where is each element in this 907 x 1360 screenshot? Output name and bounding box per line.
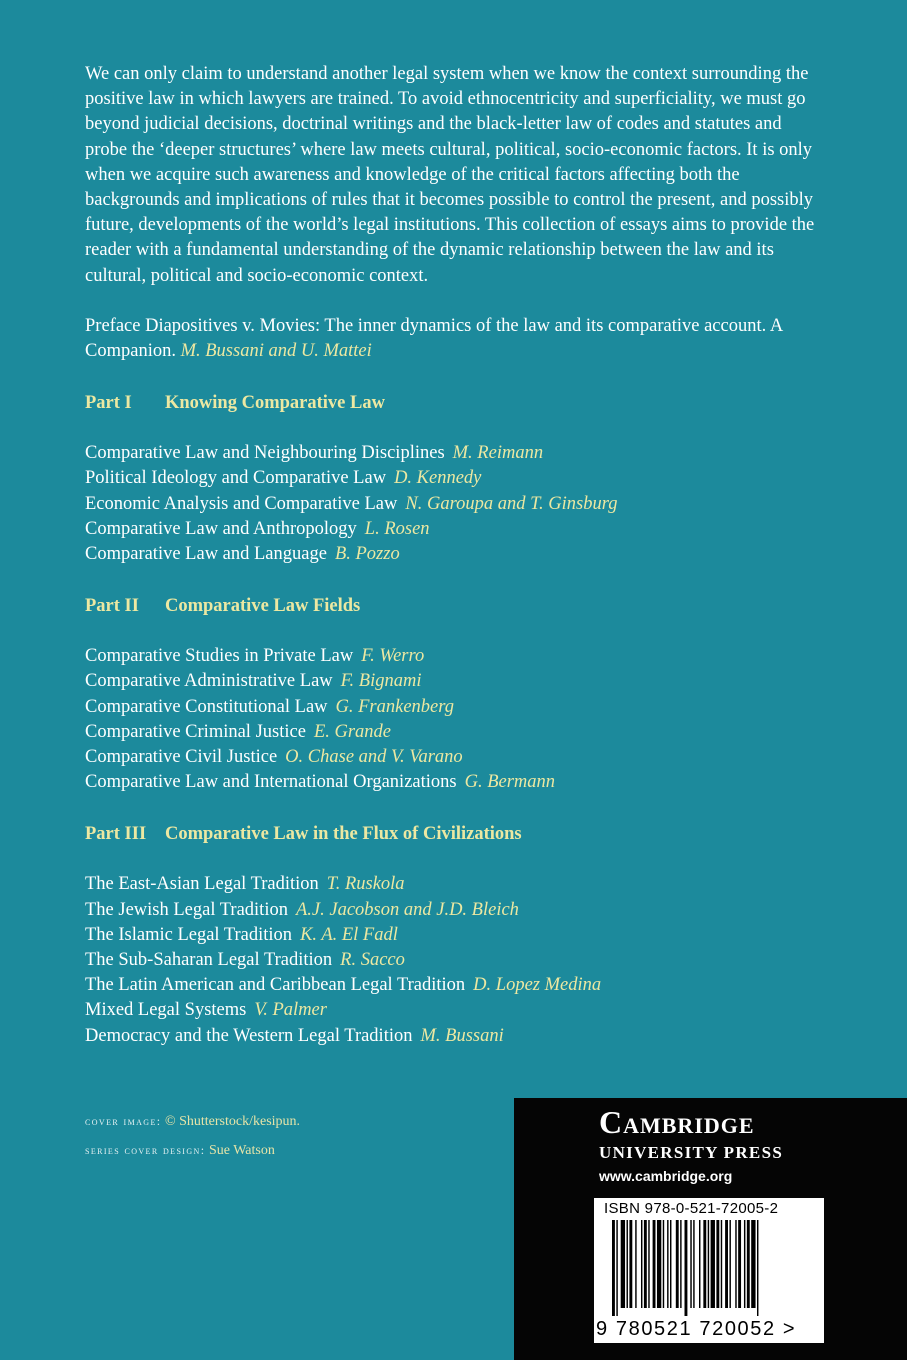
essay-title: Comparative Criminal Justice <box>85 721 306 742</box>
barcode-bar <box>670 1220 671 1308</box>
essay-title: The East-Asian Legal Tradition <box>85 874 319 895</box>
essay-entry <box>85 973 825 998</box>
essay-entry <box>85 998 825 1023</box>
barcode-bar <box>612 1220 615 1316</box>
essay-author: A.J. Jacobson and J.D. Bleich <box>295 899 519 920</box>
barcode-bar <box>747 1220 750 1308</box>
table-of-contents <box>85 391 825 1049</box>
barcode-digits: 9 780521 720052 > <box>596 1318 797 1340</box>
publisher-name: Cambridge <box>599 1104 755 1140</box>
essay-title: Political Ideology and Comparative Law <box>85 468 387 489</box>
essay-author: B. Pozzo <box>334 544 400 565</box>
essay-title: The Islamic Legal Tradition <box>85 924 293 945</box>
preface-authors: M. Bussani and U. Mattei <box>180 341 372 362</box>
barcode-bars <box>612 1220 806 1316</box>
barcode-bar <box>725 1220 728 1308</box>
barcode-bar <box>641 1220 642 1308</box>
essay-title: The Latin American and Caribbean Legal Tradition <box>85 975 466 996</box>
essay-title: Comparative Constitutional Law <box>85 696 328 717</box>
barcode-bar <box>653 1220 656 1308</box>
series-design-value: Sue Watson <box>208 1143 275 1158</box>
essay-entry <box>85 770 825 795</box>
barcode-bar <box>721 1220 722 1308</box>
essay-title: Comparative Law and Anthropology <box>85 518 357 539</box>
essay-entry <box>85 492 825 517</box>
part-heading <box>85 594 825 619</box>
essay-author: K. A. El Fadl <box>300 924 398 945</box>
essay-list <box>85 644 825 795</box>
barcode-bar <box>699 1220 700 1308</box>
preface-entry <box>85 314 825 364</box>
essay-author: O. Chase and V. Varano <box>285 747 463 768</box>
barcode-bar <box>708 1220 709 1308</box>
essay-entry <box>85 644 825 669</box>
publisher-press: UNIVERSITY PRESS <box>599 1143 784 1162</box>
essay-entry <box>85 669 825 694</box>
barcode-bar <box>711 1220 715 1308</box>
barcode-bar <box>703 1220 706 1308</box>
part-title: Comparative Law in the Flux of Civilizations <box>165 824 522 845</box>
essay-title: Economic Analysis and Comparative Law <box>85 493 398 514</box>
essay-entry <box>85 695 825 720</box>
essay-title: Democracy and the Western Legal Tradition <box>85 1025 413 1046</box>
essay-entry <box>85 441 825 466</box>
series-design-credit <box>85 1136 300 1165</box>
part-title: Knowing Comparative Law <box>165 393 385 414</box>
barcode-panel <box>594 1198 824 1343</box>
barcode-bar <box>716 1220 719 1308</box>
essay-title: The Sub-Saharan Legal Tradition <box>85 950 333 971</box>
essay-entry <box>85 745 825 770</box>
barcode-bar <box>738 1220 741 1308</box>
part-heading <box>85 391 825 416</box>
essay-title: Comparative Law and Language <box>85 544 327 565</box>
essay-author: M. Bussani <box>420 1025 504 1046</box>
series-design-label: series cover design: <box>85 1143 206 1157</box>
part-number: Part III <box>85 824 147 845</box>
back-cover-content <box>85 62 825 1049</box>
essay-title: Comparative Law and International Organizations <box>85 772 457 793</box>
barcode-bar <box>648 1220 649 1308</box>
part-number: Part I <box>85 393 132 414</box>
isbn-text: ISBN 978-0-521-72005-2 <box>604 1200 779 1217</box>
barcode-bar <box>751 1220 755 1308</box>
essay-title: Comparative Law and Neighbouring Disciplines <box>85 443 445 464</box>
barcode-bar <box>657 1220 661 1308</box>
barcode-bar <box>744 1220 745 1308</box>
essay-title: The Jewish Legal Tradition <box>85 899 288 920</box>
barcode-bar <box>757 1220 758 1316</box>
publisher-website: www.cambridge.org <box>599 1168 733 1184</box>
essay-author: D. Kennedy <box>394 468 482 489</box>
blurb-text: We can only claim to understand another legal system when we know the context surrounding the positive law in which lawyers are trained. To avoid ethnocentricity and superficiality, we must go beyond judicial decisions, doctrinal writings and the black-letter law of codes and statutes and probe the ‘deeper structures’ where law meets cultural, political, socio-economic factors. It is only when we acquire such awareness and knowledge of the critical factors affecting both the backgrounds and implications of rules that it becomes possible to control the present, and possibly future, developments of the world’s legal institutions. This collection of essays aims to provide the reader with a fundamental understanding of the dynamic relationship between the law and its cultural, political and socio-economic context. <box>85 64 815 286</box>
part-number: Part II <box>85 596 139 617</box>
barcode-bar <box>693 1220 694 1308</box>
essay-author: D. Lopez Medina <box>473 975 602 996</box>
barcode-bar <box>729 1220 730 1308</box>
essay-author: L. Rosen <box>364 518 430 539</box>
barcode-bar <box>644 1220 647 1308</box>
barcode-bar <box>680 1220 681 1308</box>
essay-entry <box>85 923 825 948</box>
essay-author: T. Ruskola <box>326 874 405 895</box>
essay-author: F. Bignami <box>340 671 422 692</box>
cover-image-value: © Shutterstock/kesipun. <box>164 1114 301 1129</box>
essay-list <box>85 872 825 1048</box>
essay-entry <box>85 720 825 745</box>
essay-author: F. Werro <box>361 646 425 667</box>
publisher-box <box>514 1098 907 1360</box>
barcode-bar <box>635 1220 636 1308</box>
essay-entry <box>85 1024 825 1049</box>
barcode-bar <box>690 1220 691 1308</box>
essay-entry <box>85 517 825 542</box>
cover-image-label: cover image: <box>85 1114 162 1128</box>
essay-author: N. Garoupa and T. Ginsburg <box>405 493 618 514</box>
barcode-bar <box>663 1220 664 1308</box>
barcode-bar <box>735 1220 736 1308</box>
preface-title: Preface Diapositives v. Movies: The inner dynamics of the law and its comparative account. A Companion. <box>85 315 783 362</box>
cover-image-credit <box>85 1107 300 1136</box>
essay-list <box>85 441 825 567</box>
essay-entry <box>85 898 825 923</box>
essay-author: E. Grande <box>313 721 392 742</box>
barcode-bar <box>621 1220 625 1308</box>
cover-credits <box>85 1107 300 1165</box>
part-title: Comparative Law Fields <box>165 596 361 617</box>
essay-author: M. Reimann <box>452 443 544 464</box>
barcode-bar <box>676 1220 679 1308</box>
essay-entry <box>85 948 825 973</box>
barcode-bar <box>667 1220 668 1308</box>
essay-title: Comparative Administrative Law <box>85 671 333 692</box>
barcode-bar <box>616 1220 617 1316</box>
essay-title: Comparative Civil Justice <box>85 747 278 768</box>
essay-author: G. Frankenberg <box>335 696 455 717</box>
barcode-bar <box>685 1220 688 1316</box>
essay-entry <box>85 542 825 567</box>
essay-title: Comparative Studies in Private Law <box>85 646 354 667</box>
essay-author: V. Palmer <box>254 1000 327 1021</box>
essay-title: Mixed Legal Systems <box>85 1000 247 1021</box>
part-heading <box>85 822 825 847</box>
barcode-bar <box>629 1220 632 1308</box>
essay-author: R. Sacco <box>340 950 405 971</box>
essay-entry <box>85 872 825 897</box>
barcode-bar <box>627 1220 628 1308</box>
essay-author: G. Bermann <box>464 772 556 793</box>
essay-entry <box>85 466 825 491</box>
